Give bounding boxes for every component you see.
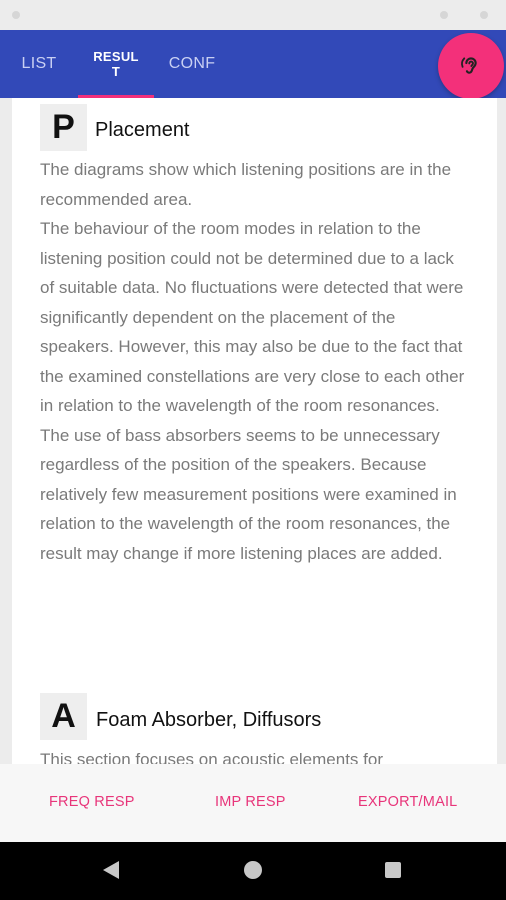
tab-label: CONF <box>168 55 216 72</box>
placement-paragraph: The behaviour of the room modes in relation to the listening position could not be determined due to a lack of suitable data. No fluctuations were detected that were significantly dependent on the placement of the speakers. However, this may also be due to the fact that the examined constellations are very close to each other in relation to the wavelength of the room resonances. The use of bass absorbers seems to be unnecessary regardless of the position of the speakers. Because relatively few measurement positions were examined in relation to the wavelength of the room resonances, the result may change if more listening places are added. <box>40 219 465 563</box>
result-content[interactable] <box>12 98 497 764</box>
hearing-fab-button[interactable] <box>438 33 504 99</box>
app-bar <box>0 30 506 98</box>
freq-resp-button[interactable]: FREQ RESP <box>49 794 135 810</box>
tab-label: RESULT <box>93 49 139 79</box>
placement-section-text <box>40 155 470 568</box>
absorber-paragraph: This section focuses on acoustic elements for <box>40 750 383 764</box>
tab-list[interactable] <box>0 30 78 98</box>
status-bar <box>0 0 506 30</box>
tab-result[interactable] <box>78 30 154 98</box>
absorber-section-title: Foam Absorber, Diffusors <box>96 709 322 731</box>
status-icon <box>480 11 488 19</box>
placement-paragraph: The diagrams show which listening positions are in the recommended area. <box>40 160 452 209</box>
tab-label: LIST <box>21 55 57 72</box>
bottom-action-bar <box>0 764 506 842</box>
placement-letter-badge: P <box>40 104 87 151</box>
back-icon[interactable] <box>103 861 119 879</box>
export-mail-button[interactable]: EXPORT/MAIL <box>358 794 458 810</box>
status-icon <box>12 11 20 19</box>
placement-section-title: Placement <box>95 119 190 141</box>
status-icon <box>440 11 448 19</box>
tab-conf[interactable] <box>154 30 230 98</box>
imp-resp-button[interactable]: IMP RESP <box>215 794 286 810</box>
home-icon[interactable] <box>244 861 262 879</box>
absorber-letter-badge: A <box>40 693 87 740</box>
ear-icon <box>457 52 485 80</box>
recents-icon[interactable] <box>385 862 401 878</box>
absorber-section-text <box>40 745 470 764</box>
